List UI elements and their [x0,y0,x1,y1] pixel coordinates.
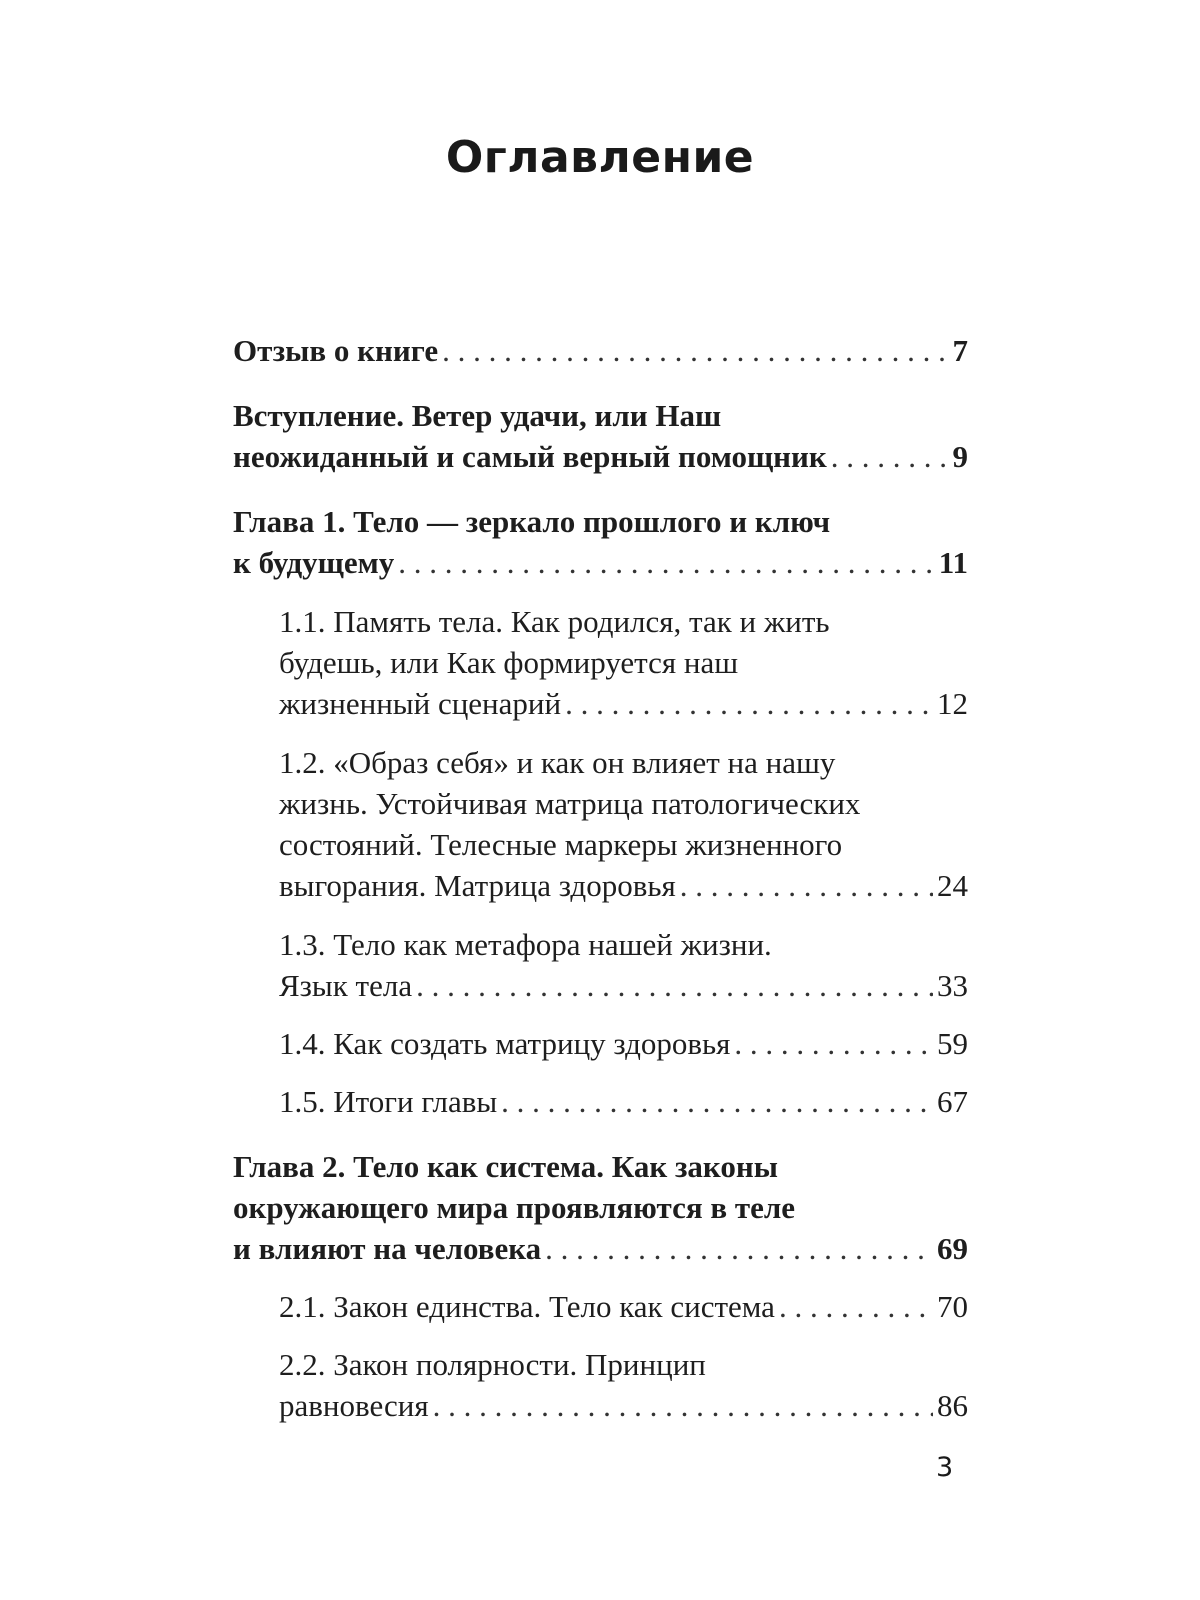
toc-entry-line: Глава 1. Тело — зеркало прошлого и ключ [233,504,831,539]
table-of-contents [233,330,968,1426]
page-number: 3 [936,1452,954,1483]
dot-leader [416,965,933,1006]
toc-page-number: 33 [937,968,968,1003]
toc-page-number: 7 [952,333,968,368]
toc-entry-line: состояний. Телесные маркеры жизненного [279,827,843,862]
toc-section-entry[interactable] [279,742,968,906]
toc-entry-line: окружающего мира проявляются в теле [233,1190,795,1225]
dot-leader [545,1228,933,1269]
toc-section-entry[interactable] [279,1081,968,1122]
toc-entry-line: будешь, или Как формируется наш [279,645,739,680]
toc-page-number: 9 [952,439,968,474]
dot-leader [779,1286,933,1327]
dot-leader [734,1023,933,1064]
toc-entry-line: Вступление. Ветер удачи, или Наш [233,398,722,433]
toc-section-entry[interactable] [279,1344,968,1426]
toc-entry-title: выгорания. Матрица здоровья [279,868,676,903]
dot-leader [442,330,948,371]
dot-leader [831,436,949,477]
page-title: Оглавление [445,132,755,183]
toc-page-number: 12 [937,686,968,721]
toc-entry-title: жизненный сценарий [279,686,562,721]
toc-entry-title: 2.1. Закон единства. Тело как система [279,1289,775,1324]
toc-entry-line: 1.3. Тело как метафора нашей жизни. [279,927,772,962]
dot-leader [433,1385,933,1426]
toc-chapter-entry[interactable] [233,1146,968,1269]
toc-entry-title: к будущему [233,545,395,580]
toc-page-number: 67 [937,1084,968,1119]
toc-entry-title: 1.5. Итоги главы [279,1084,498,1119]
toc-entry-title: 1.4. Как создать матрицу здоровья [279,1026,731,1061]
toc-entry-title: неожиданный и самый верный помощник [233,439,827,474]
toc-page-number: 69 [937,1231,968,1266]
toc-entry-line: 1.1. Память тела. Как родился, так и жить [279,604,830,639]
toc-page-number: 70 [937,1289,968,1324]
dot-leader [565,683,933,724]
toc-page-number: 59 [937,1026,968,1061]
toc-section-entry[interactable] [279,601,968,724]
dot-leader [398,542,934,583]
toc-section-entry[interactable] [279,1023,968,1064]
toc-section-entry[interactable] [279,924,968,1006]
toc-section-entry[interactable] [279,1286,968,1327]
toc-chapter-entry[interactable] [233,501,968,583]
toc-entry-title: Язык тела [279,968,413,1003]
toc-entry-line: 1.2. «Образ себя» и как он влияет на нашу [279,745,836,780]
toc-chapter-entry[interactable] [233,330,968,371]
toc-page-number: 24 [937,868,968,903]
toc-chapter-entry[interactable] [233,395,968,477]
toc-entry-title: и влияют на человека [233,1231,542,1266]
toc-page-number: 11 [938,545,968,580]
toc-page-number: 86 [937,1388,968,1423]
toc-entry-line: 2.2. Закон полярности. Принцип [279,1347,706,1382]
toc-entry-title: равновесия [279,1388,429,1423]
toc-entry-line: Глава 2. Тело как система. Как законы [233,1149,778,1184]
dot-leader [680,865,933,906]
dot-leader [501,1081,933,1122]
toc-entry-title: Отзыв о книге [233,333,439,368]
toc-entry-line: жизнь. Устойчивая матрица патологических [279,786,861,821]
